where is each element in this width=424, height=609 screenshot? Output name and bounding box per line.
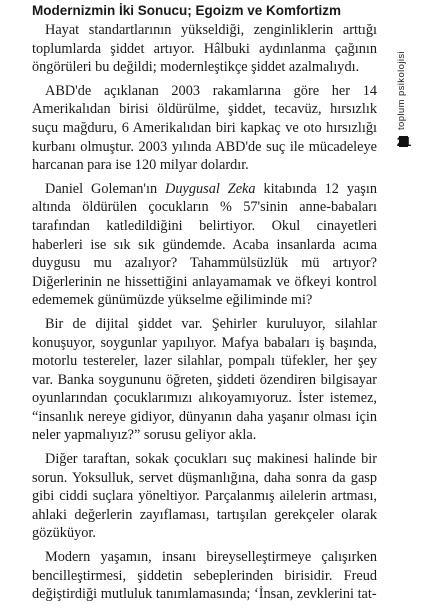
book-title: Duygusal Zeka <box>165 180 256 197</box>
section-heading: Modernizmin İki Sonucu; Egoizm ve Komfortizm <box>32 3 342 18</box>
paragraph-4: Bir de dijital şiddet var. Şehirler kuruluyor, silahlar konuşuyor, soygunlar yapılıyor. Mafya babaları iş başında, motorlu testereler, lazer silahlar, pompalı tüfekler, her şey var. Banka soygununu öğreten, şiddeti özendiren bilgisayar oyunlarından çocuklarımızı alıkoyamıyoruz. İster istemez, “insanlık nereye gidiyor, dünyanın daha yaşanır olması için neler yapmalıyız?” sorusu geliyor akla. <box>32 315 377 444</box>
paragraph-3-pre: Daniel Goleman'ın <box>45 180 166 197</box>
paragraph-6: Modern yaşamın, insanı bireyselleştirmeye çalışırken bencilleştirmesi, şiddetin sebeplerinden birisidir. Freud değiştirdiği mutluluk tanımlamasında; ‘İnsan, zevklerini tat- <box>32 549 377 603</box>
side-label: toplum psikolojisi <box>396 50 407 130</box>
page-number: 21 <box>396 134 412 149</box>
paragraph-5: Diğer taraftan, sokak çocukları suç makinesi halinde bir sorun. Yoksulluk, servet düşmanlığına, daha sonra da gasp gibi ciddi suçlara yöneltiyor. Parçalanmış ailelerin artması, ahlaki değerlerin zayıflaması, tartışılan gerekçeler olarak gözüküyor. <box>32 451 377 542</box>
body-text <box>32 21 377 609</box>
paragraph-2: ABD'de açıklanan 2003 rakamlarına göre her 14 Amerikalıdan birisi öldürülme, şiddet, tecavüz, hırsızlık suçu mağduru, 6 Amerikalıdan biri kapkaç ve oto hırsızlığı kurbanı olmuştur. 2003 yılında ABD'de suç ile mücadeleye harcanan para ise 120 milyar dolardır. <box>32 82 377 174</box>
paragraph-1: Hayat standartlarının yükseldiği, zenginliklerin arttığı toplumlarda şiddet artıyor. Hâlbuki aydınlanma çağının öngörüleri bu değildi; modernleştikçe şiddet azalmalıydı. <box>32 22 377 76</box>
paragraph-3 <box>32 180 377 310</box>
paragraph-3-post: kitabında 12 yaşın altında öldürülen çocukların % 57'sinin anne-babaları tarafından katledildiğini belirtiyor. Okul cinayetleri haberleri ise sık sık gündemde. Acaba insanlarda acıma duygusu mu azalıyor? Tahammülsüzlük mü artıyor? Diğerlerinin ne hissettiğini anlayamamak ve öfkeyi kontrol edememek günümüzde yükselme eğiliminde mi? <box>32 180 377 309</box>
